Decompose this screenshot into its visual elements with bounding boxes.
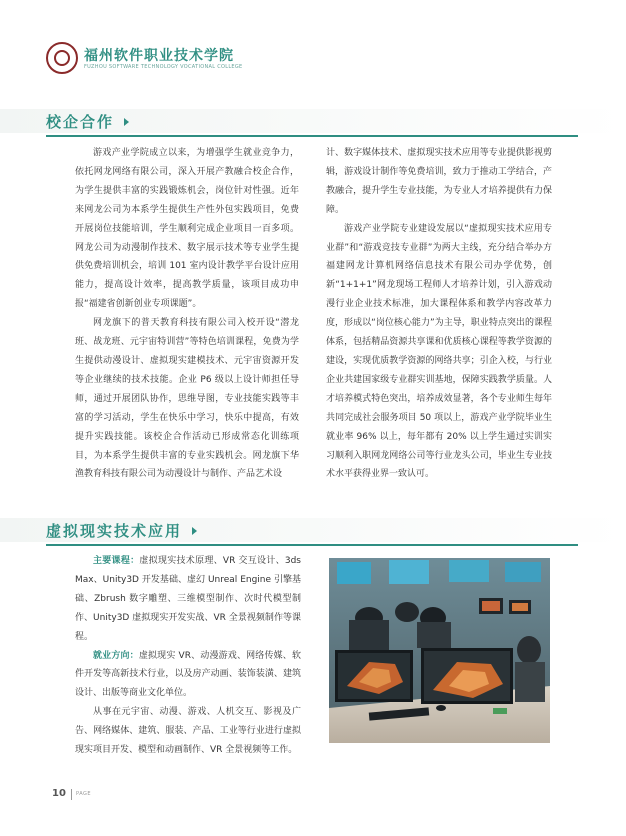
courses-label: 主要课程： [93, 556, 140, 566]
paragraph: 计、数字媒体技术、虚拟现实技术应用等专业提供影视剪辑，游戏设计制作等免费培训，致力于推动工学结合，产教融合，提升学生专业技能，为专业人才培养提供有力保障。 [326, 148, 552, 215]
career-paragraph [75, 647, 301, 704]
computer-lab-photo [329, 558, 550, 743]
left-column [75, 144, 299, 484]
paragraph: 游戏产业学院成立以来，为增强学生就业竞争力，依托网龙网络有限公司，深入开展产教融合校企合作，为学生提供丰富的实践锻炼机会，岗位针对性强。近年来网龙公司为本系学生提供生产性外包实践项目，免费开展岗位技能培训，学生顺利完成企业项目一百多项。网龙公司为动漫制作技术、数字展示技术等专业学生提供免费培训机会，培训 101 室内设计教学平台设计应用能力，提高设计效率，提高教学质量，该项目成功申报“福建省创新创业专项课题”。 [75, 148, 299, 310]
section-divider [46, 135, 578, 137]
footer-divider [71, 789, 72, 800]
vr-text-column [75, 552, 301, 760]
school-name: 福州软件职业技术学院 [84, 48, 234, 64]
courses-paragraph [75, 552, 301, 647]
triangle-right-icon [192, 527, 197, 535]
page-number: 10 [52, 788, 66, 799]
section-title-text: 虚拟现实技术应用 [46, 522, 183, 540]
photo-illustration [329, 558, 550, 743]
section-heading-vr [46, 520, 197, 541]
triangle-right-icon [124, 118, 129, 126]
courses-text: 虚拟现实技术原理、VR 交互设计、3ds Max、Unity3D 开发基础、虚幻 Unreal Engine 引擎基础、Zbrush 数字雕塑、三维模型制作、次时代模型制作、Unity3D 虚拟现实开发实战、VR 全景视频制作等课程。 [75, 556, 301, 642]
page-label: PAGE [76, 791, 92, 797]
career-text: 虚拟现实 VR、动漫游戏、网络传媒、软件开发等高新技术行业，以及房产动画、装饰装潢、建筑设计、出版等商业文化单位。 [75, 650, 301, 699]
closing-paragraph: 从事在元宇宙、动漫、游戏、人机交互、影视及广告、网络媒体、建筑、服装、产品、工业等行业进行虚拟现实项目开发、模型和动画制作、VR 全景视频等工作。 [75, 707, 301, 756]
right-column [326, 144, 552, 484]
paragraph: 游戏产业学院专业建设发展以“虚拟现实技术应用专业群”和“游戏竞技专业群”为两大主线，充分结合举办方福建网龙计算机网络信息技术有限公司办学优势，创新“1+1+1”网龙现场工程师人才培养计划，引入游戏动漫行业企业技术标准，加大课程体系和教学内容改革力度，形成以“岗位核心能力”为主导，职业特点突出的课程体系，包括精品资源共享课和优质核心课程等教学资源的建设，实现优质教学资源的网络共享；引企入校，与行业企业共建国家级专业群实训基地，保障实践教学质量。人才培养模式特色突出，培养成效显著，各个专业师生每年共同完成社会服务项目 50 项以上，游戏产业学院毕业生就业率 96% 以上，每年都有 20% 以上学生通过实训实习顺利入职网龙网络公司等行业龙头公司，毕业生专业技术水平获得业界一致认可。 [326, 223, 552, 480]
career-label: 就业方向： [93, 650, 139, 661]
section-title-text: 校企合作 [46, 113, 115, 131]
paragraph: 网龙旗下的普天教育科技有限公司入校开设“潜龙班、战龙班、元宇宙特训营”等特色培训课程，免费为学生提供动漫设计、虚拟现实建模技术、元宇宙资源开发等企业继续的技术技能。企业 P6 级以上设计师担任导师，通过开展团队协作，思维导图，专业技能实践等丰富的学习活动，学生在快乐中学习，快乐中提高，有效提升实践技能。该校企合作活动已形成常态化训练项目，为本系学生提供丰富的专业实践机会。网龙旗下华渔教育科技有限公司为动漫设计与制作、产品艺术设 [75, 318, 299, 480]
page-header [46, 42, 346, 76]
school-logo-icon [46, 42, 78, 74]
section-heading-cooperation [46, 111, 129, 132]
section-divider [46, 544, 578, 546]
school-name-en: FUZHOU SOFTWARE TECHNOLOGY VOCATIONAL COLLEGE [84, 64, 243, 70]
